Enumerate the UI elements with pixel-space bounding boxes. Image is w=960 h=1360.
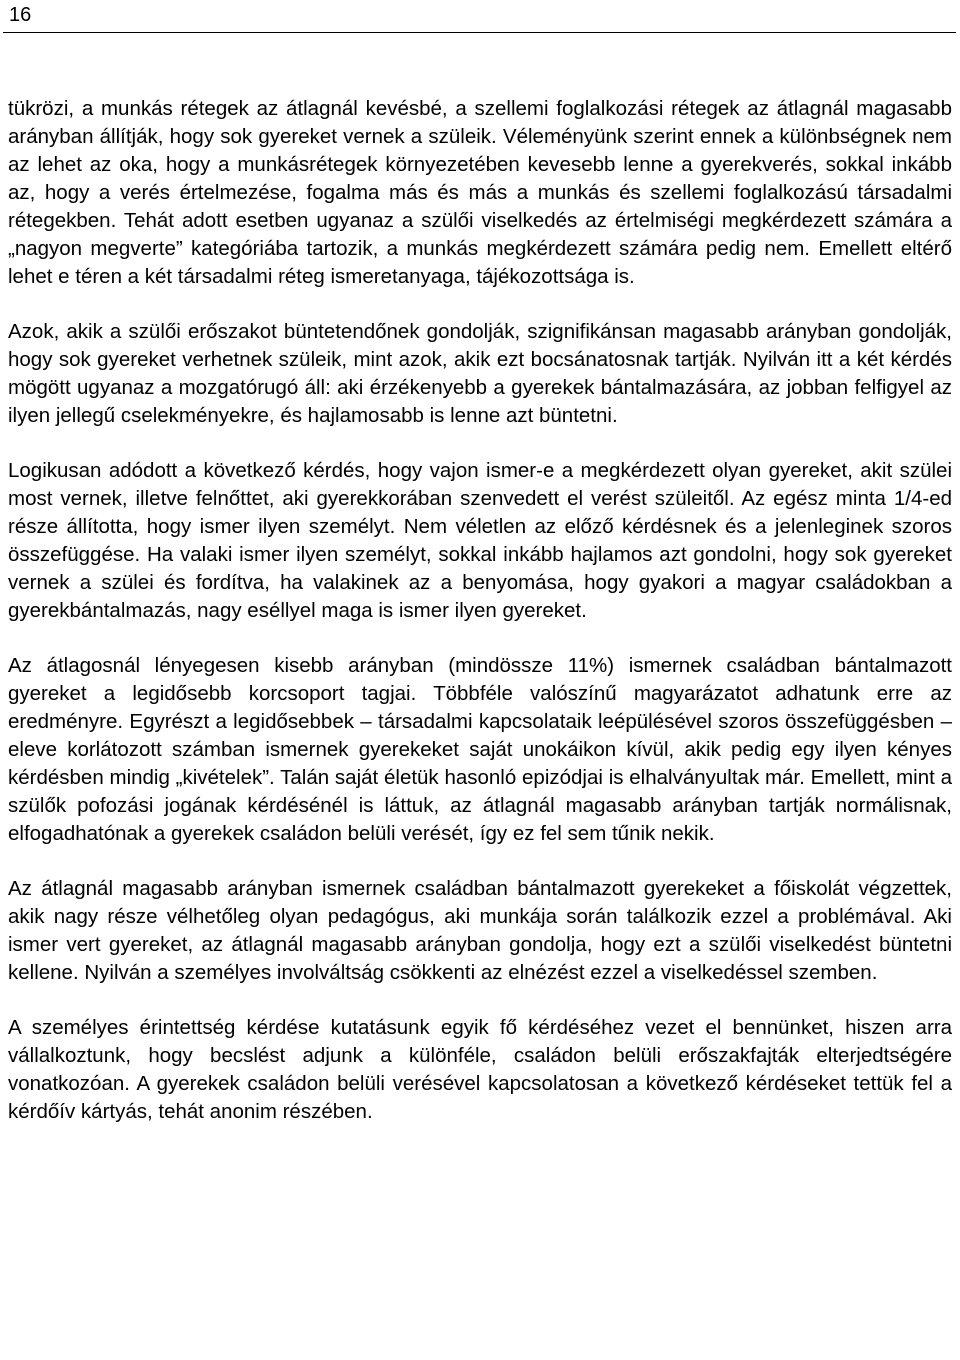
paragraph-4: Az átlagosnál lényegesen kisebb arányban (mindössze 11%) ismernek családban bántalmazott gyereket a legidősebb korcsoport tagjai. Többféle valószínű magyarázatot adhatunk erre az eredményre. Egyrészt a legidősebbek – társadalmi kapcsolataik leépülésével szoros összefüggésben – eleve korlátozott számban ismernek gyerekeket saját unokáikon kívül, akik pedig egy ilyen kényes kérdésben mindig „kivételek”. Talán saját életük hasonló epizódjai is elhalványultak már. Emellett, mint a szülők pofozási jogának kérdésénél is láttuk, az átlagnál magasabb arányban tartják normálisnak, elfogadhatónak a gyerekek családon belüli verését, így ez fel sem tűnik nekik. [8,654,952,845]
page-number: 16 [9,4,32,26]
paragraph-2: Azok, akik a szülői erőszakot büntetendőnek gondolják, szignifikánsan magasabb arányban gondolják, hogy sok gyereket verhetnek szüleik, mint azok, akik ezt bocsánatosnak tartják. Nyilván itt a két kérdés mögött ugyanaz a mozgatórugó áll: aki érzékenyebb a gyerekek bántalmazására, az jobban felfigyel az ilyen jellegű cselekményekre, és hajlamosabb is lenne azt büntetni. [8,320,952,427]
paragraph-6: A személyes érintettség kérdése kutatásunk egyik fő kérdéséhez vezet el bennünket, hiszen arra vállalkoztunk, hogy becslést adjunk a különféle, családon belüli erőszakfajták elterjedtségére vonatkozóan. A gyerekek családon belüli verésével kapcsolatosan a következő kérdéseket tettük fel a kérdőív kártyás, tehát anonim részében. [8,1016,952,1123]
paragraph-1: tükrözi, a munkás rétegek az átlagnál kevésbé, a szellemi foglalkozási rétegek az átlagnál magasabb arányban állítják, hogy sok gyereket vernek a szüleik. Véleményünk szerint ennek a különbségnek nem az lehet az oka, hogy a munkásrétegek környezetében kevesebb lenne a gyerekverés, sokkal inkább az, hogy a verés értelmezése, fogalma más és más a munkás és szellemi foglalkozású társadalmi rétegekben. Tehát adott esetben ugyanaz a szülői viselkedés az értelmiségi megkérdezett számára a „nagyon megverte” kategóriába tartozik, a munkás megkérdezett számára pedig nem. Emellett eltérő lehet e téren a két társadalmi réteg ismeretanyaga, tájékozottsága is. [8,97,952,288]
paragraph-3: Logikusan adódott a következő kérdés, hogy vajon ismer-e a megkérdezett olyan gyereket, akit szülei most vernek, illetve felnőttet, aki gyerekkorában szenvedett el verést szüleitől. Az egész minta 1/4-ed része állította, hogy ismer ilyen személyt. Nem véletlen az előző kérdésnek és a jelenleginek szoros összefüggése. Ha valaki ismer ilyen személyt, sokkal inkább hajlamos azt gondolni, hogy sok gyereket vernek a szülei és fordítva, ha valakinek az a benyomása, hogy gyakori a magyar családokban a gyerekbántalmazás, nagy eséllyel maga is ismer ilyen gyereket. [8,459,952,622]
header-rule [3,32,956,33]
body-text [8,95,952,1126]
page-header [0,0,960,34]
paragraph-5: Az átlagnál magasabb arányban ismernek családban bántalmazott gyerekeket a főiskolát végzettek, akik nagy része vélhetőleg olyan pedagógus, aki munkája során találkozik ezzel a problémával. Aki ismer vert gyereket, az átlagnál magasabb arányban gondolja, hogy ezt a szülői viselkedést büntetni kellene. Nyilván a személyes involváltság csökkenti az elnézést ezzel a viselkedéssel szemben. [8,877,952,984]
